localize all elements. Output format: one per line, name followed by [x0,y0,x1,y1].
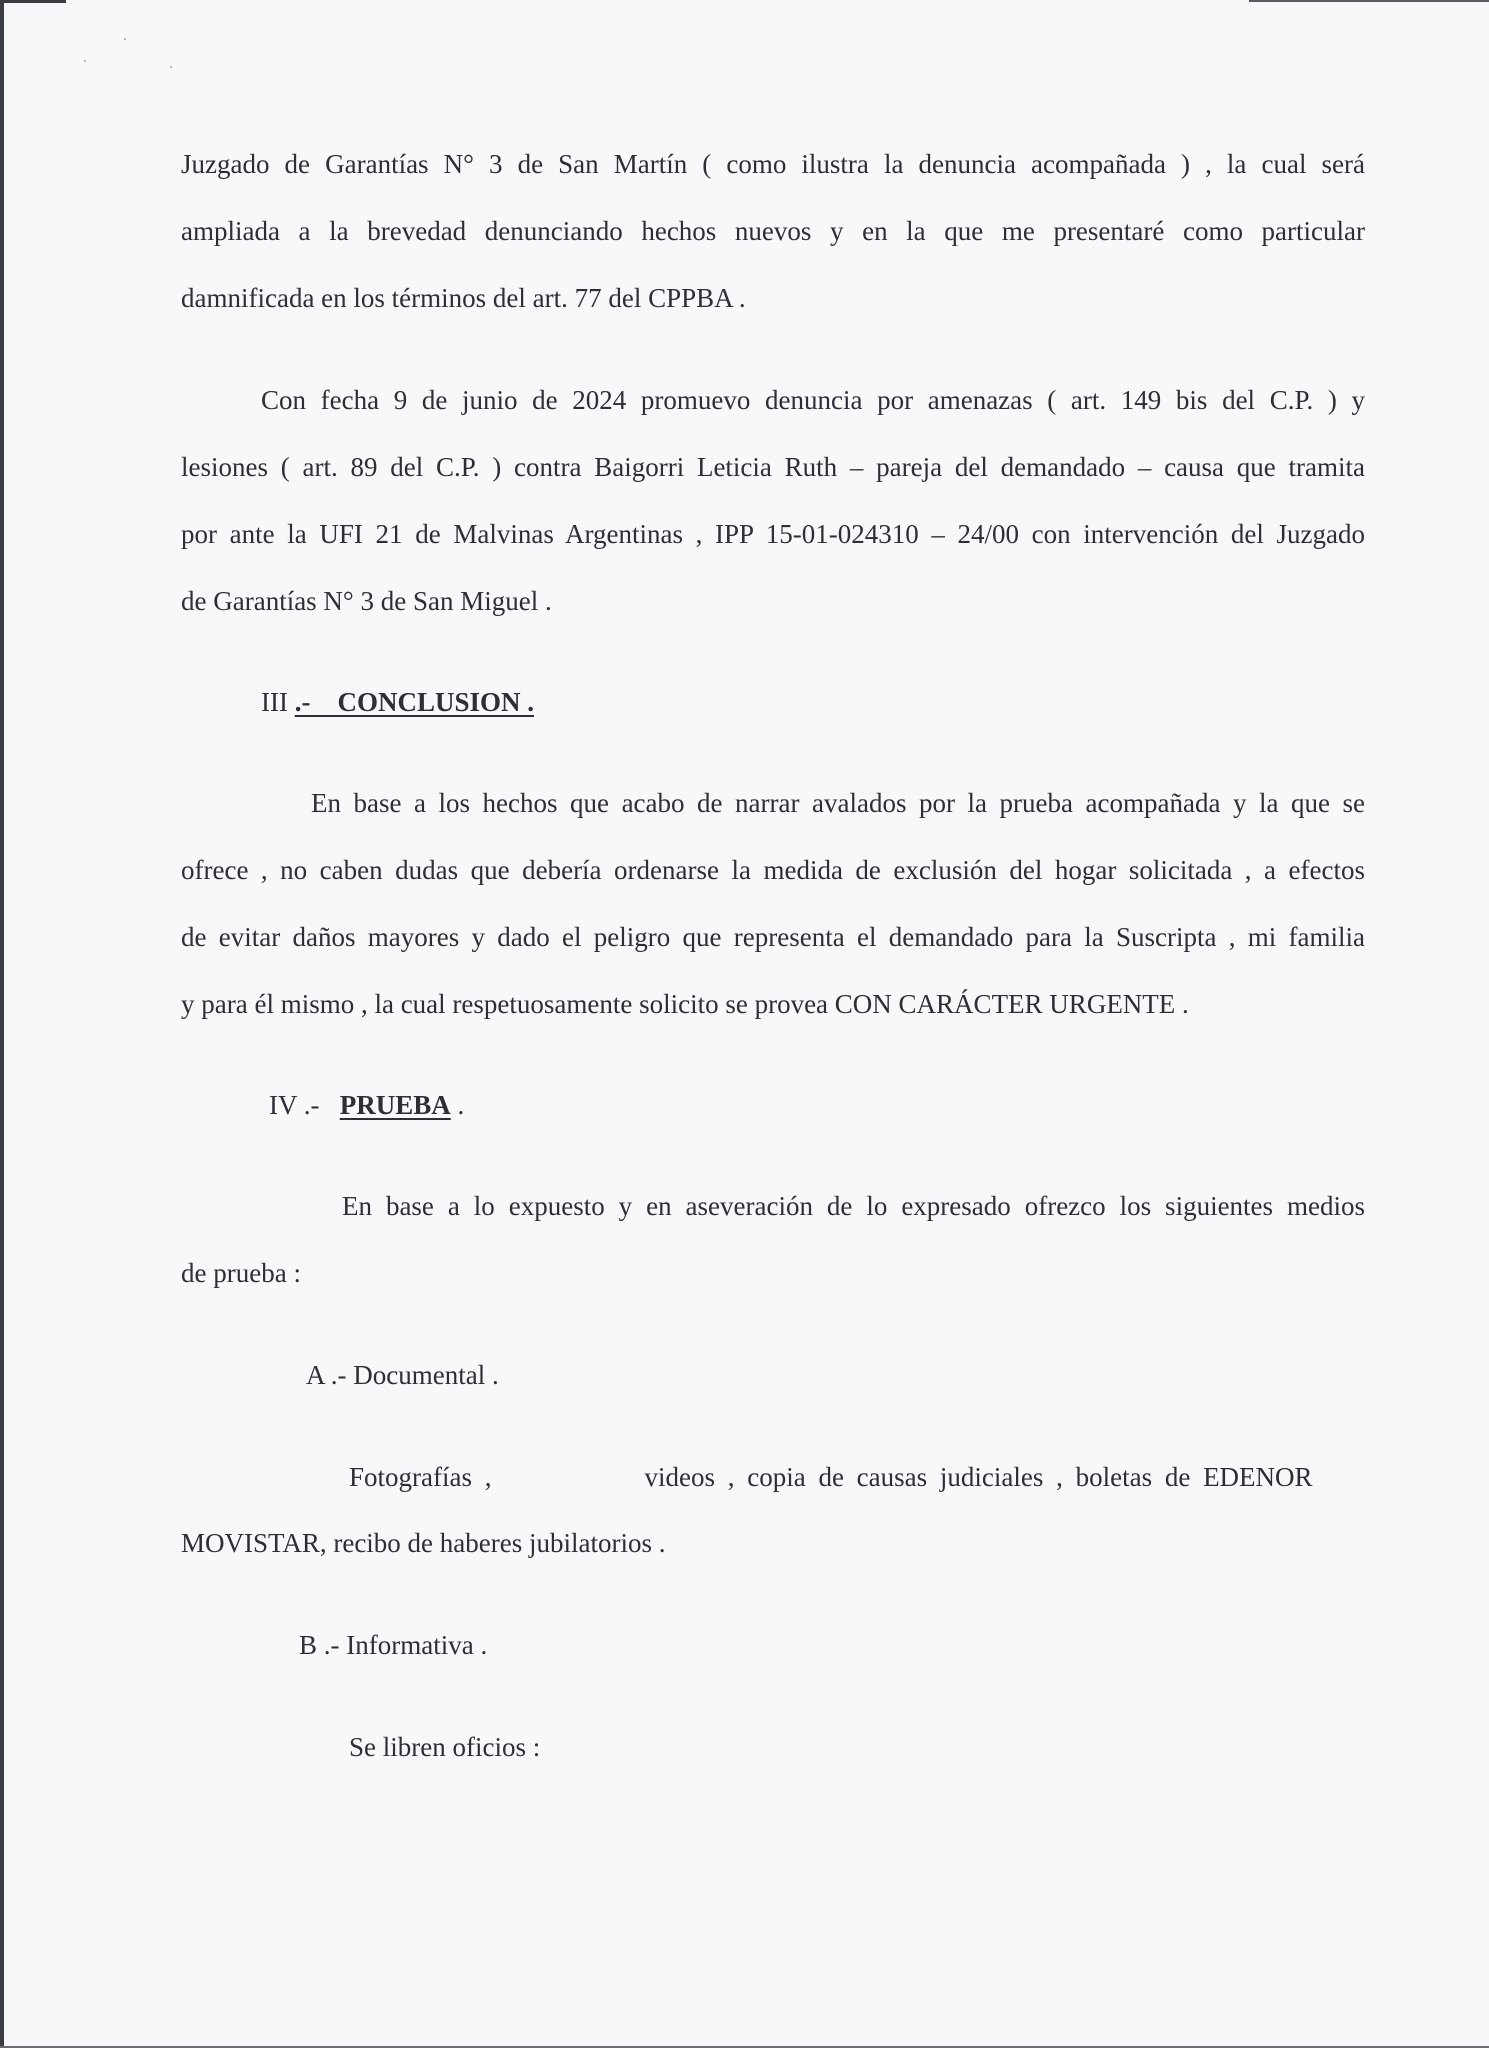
section-heading-conclusion [261,689,534,716]
section-suffix: . [457,1090,465,1120]
subsection-a-documental: A .- Documental . [306,1360,499,1390]
scan-edge-left [0,0,4,2048]
section-number: IV .- [269,1090,320,1120]
section-gap [310,687,337,717]
paragraph-1-line-1: Juzgado de Garantías N° 3 de San Martín ( como ilustra la denuncia acompañada ) , la cual será [181,149,1365,179]
paragraph-3-line-3: de evitar daños mayores y dado el peligro que representa el demandado para la Suscripta , mi familia [181,922,1365,952]
paragraph-4-line-2: de prueba : [181,1258,301,1288]
paragraph-2-line-1: Con fecha 9 de junio de 2024 promuevo denuncia por amenazas ( art. 149 bis del C.P. ) y [261,385,1365,415]
paragraph-5-line-1 [349,1464,1365,1491]
paragraph-3-line-4: y para él mismo , la cual respetuosamente solicito se provea CON CARÁCTER URGENTE . [181,989,1189,1019]
scan-speck [170,66,172,68]
paragraph-2-line-2: lesiones ( art. 89 del C.P. ) contra Baigorri Leticia Ruth – pareja del demandado – causa que tramita [181,452,1365,482]
paragraph-1-line-3: damnificada en los términos del art. 77 del CPPBA . [181,283,746,313]
scan-edge-top-right [1249,0,1489,2]
paragraph-5-line-2: MOVISTAR, recibo de haberes jubilatorios . [181,1528,666,1558]
section-heading-prueba [269,1092,464,1119]
section-title: CONCLUSION . [337,687,535,717]
section-number: III [261,687,288,717]
paragraph-2-line-3: por ante la UFI 21 de Malvinas Argentinas , IPP 15-01-024310 – 24/00 con intervención del Juzgado [181,519,1365,549]
paragraph-4-line-1: En base a lo expuesto y en aseveración de lo expresado ofrezco los siguientes medios [342,1191,1365,1221]
paragraph-2-line-4: de Garantías N° 3 de San Miguel . [181,586,552,616]
scan-speck [84,60,86,62]
scan-edge-top [0,0,66,3]
paragraph-6-line-1: Se libren oficios : [349,1732,541,1762]
section-title: PRUEBA [339,1090,451,1120]
scan-speck [124,38,126,40]
paragraph-1-line-2: ampliada a la brevedad denunciando hechos nuevos y en la que me presentaré como particular [181,216,1365,246]
paragraph-3-line-2: ofrece , no caben dudas que debería ordenarse la medida de exclusión del hogar solicitada , a efectos [181,855,1365,885]
section-separator: .- [294,687,311,717]
paragraph-3-line-1: En base a los hechos que acabo de narrar avalados por la prueba acompañada y la que se [311,788,1365,818]
paragraph-5-line-1-text: Fotografías , videos , copia de causas judiciales , boletas de EDENOR [349,1462,1313,1492]
subsection-b-informativa: B .- Informativa . [299,1630,488,1660]
